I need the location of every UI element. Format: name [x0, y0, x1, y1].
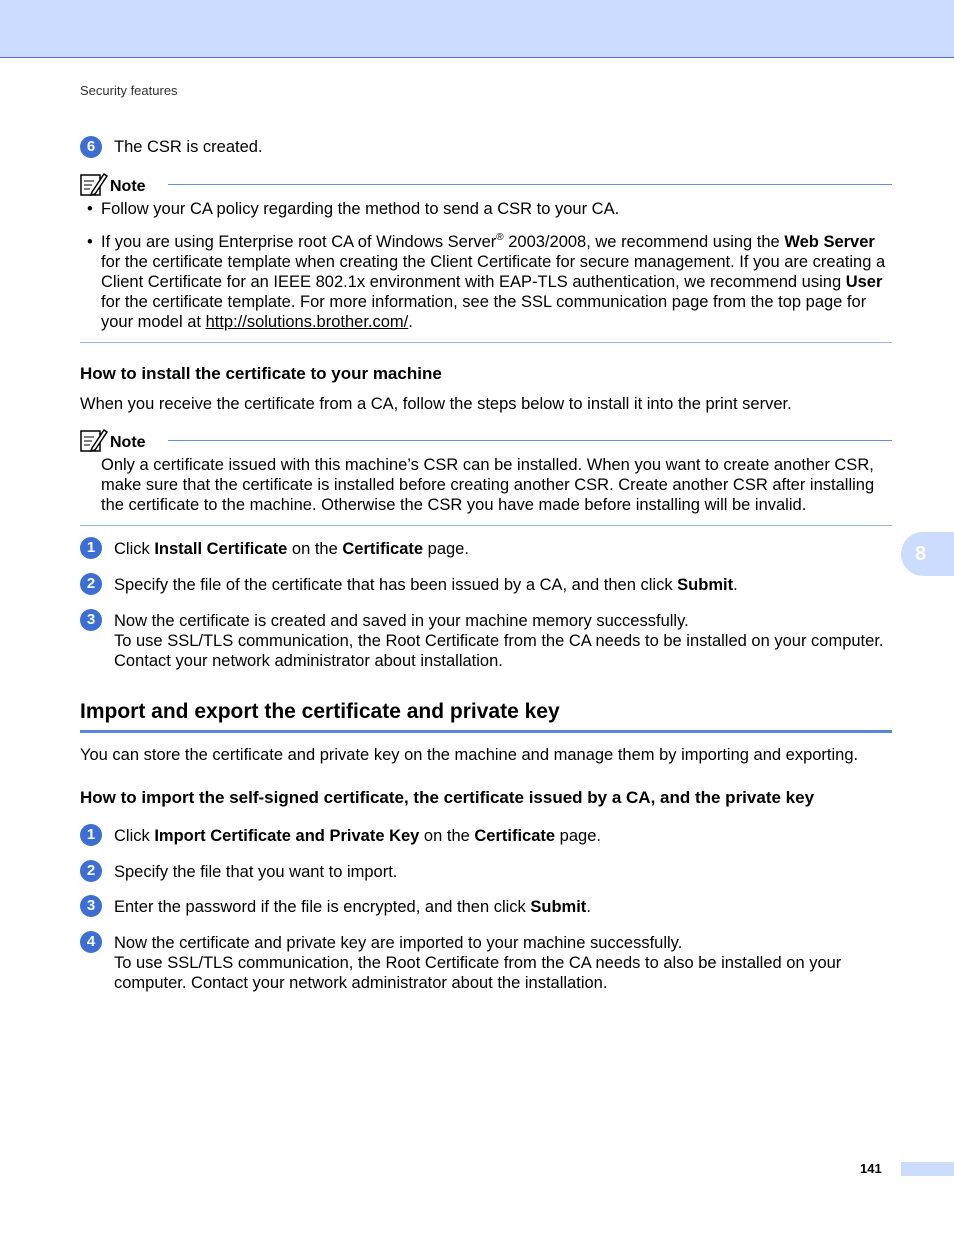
note-label: Note [110, 178, 146, 195]
chapter-heading: Import and export the certificate and private key [80, 700, 560, 723]
step-text: The CSR is created. [114, 138, 263, 156]
heading-rule [80, 730, 892, 733]
bullet-dot: • [87, 200, 93, 218]
step-number: 6 [80, 136, 102, 158]
note-rule [168, 184, 892, 185]
note-header [80, 171, 892, 197]
note-pencil-icon [80, 427, 108, 453]
step-number: 3 [80, 895, 102, 917]
solutions-link[interactable]: http://solutions.brother.com/ [205, 313, 409, 331]
step-text: Click Import Certificate and Private Key on the Certificate page. [114, 827, 601, 845]
step-number: 3 [80, 609, 102, 631]
bullet-text: Follow your CA policy regarding the method to send a CSR to your CA. [101, 200, 620, 218]
page-number: 141 [860, 1161, 882, 1176]
note-pencil-icon [80, 171, 108, 197]
top-band [0, 0, 954, 58]
note-label: Note [110, 434, 146, 451]
step-text: Enter the password if the file is encrypted, and then click Submit. [114, 898, 591, 916]
note-end-rule [80, 342, 892, 343]
step-number: 2 [80, 860, 102, 882]
step-number: 4 [80, 931, 102, 953]
note-end-rule [80, 525, 892, 526]
chapter-tab: 8 [901, 532, 954, 576]
step-text: Click Install Certificate on the Certificate page. [114, 540, 469, 558]
note-text: Only a certificate issued with this machine’s CSR can be installed. When you want to create another CSR, make sure that the certificate is installed before creating another CSR. Create another CSR after installing the certificate to the machine. Otherwise the CSR you have made before installing will be invalid. [101, 456, 875, 514]
section-intro: When you receive the certificate from a CA, follow the steps below to install it into the print server. [80, 395, 792, 413]
section-heading: How to import the self-signed certificate, the certificate issued by a CA, and the private key [80, 788, 815, 807]
step-number: 1 [80, 824, 102, 846]
step-text: Specify the file of the certificate that has been issued by a CA, and then click Submit. [114, 576, 738, 594]
section-intro: You can store the certificate and private key on the machine and manage them by importing and exporting. [80, 746, 859, 764]
step-number: 1 [80, 537, 102, 559]
bullet-text: If you are using Enterprise root CA of Windows Server® 2003/2008, we recommend using the Web Server for the certificate template when creating the Client Certificate for secure management. If you are creating a Client Certificate for an IEEE 802.1x environment with EAP-TLS authentication, we recommend using User for the certificate template. For more information, see the SSL communication page from the top page for your model at http://solutions.brother.com/. [101, 231, 886, 331]
step-text: Now the certificate is created and saved in your machine memory successfully. To use SSL/TLS communication, the Root Certificate from the CA needs to be installed on your computer. Contact your network administrator about installation. [114, 612, 884, 670]
section-heading: How to install the certificate to your machine [80, 364, 442, 383]
note-header [80, 427, 892, 453]
bullet-dot: • [87, 233, 93, 251]
step-number: 2 [80, 573, 102, 595]
page-bar [901, 1162, 954, 1176]
running-header: Security features [80, 83, 178, 98]
note-rule [168, 440, 892, 441]
step-text: Now the certificate and private key are imported to your machine successfully. To use SSL/TLS communication, the Root Certificate from the CA needs to also be installed on your computer. Contact your network administrator about the installation. [114, 934, 842, 992]
step-text: Specify the file that you want to import. [114, 863, 398, 881]
